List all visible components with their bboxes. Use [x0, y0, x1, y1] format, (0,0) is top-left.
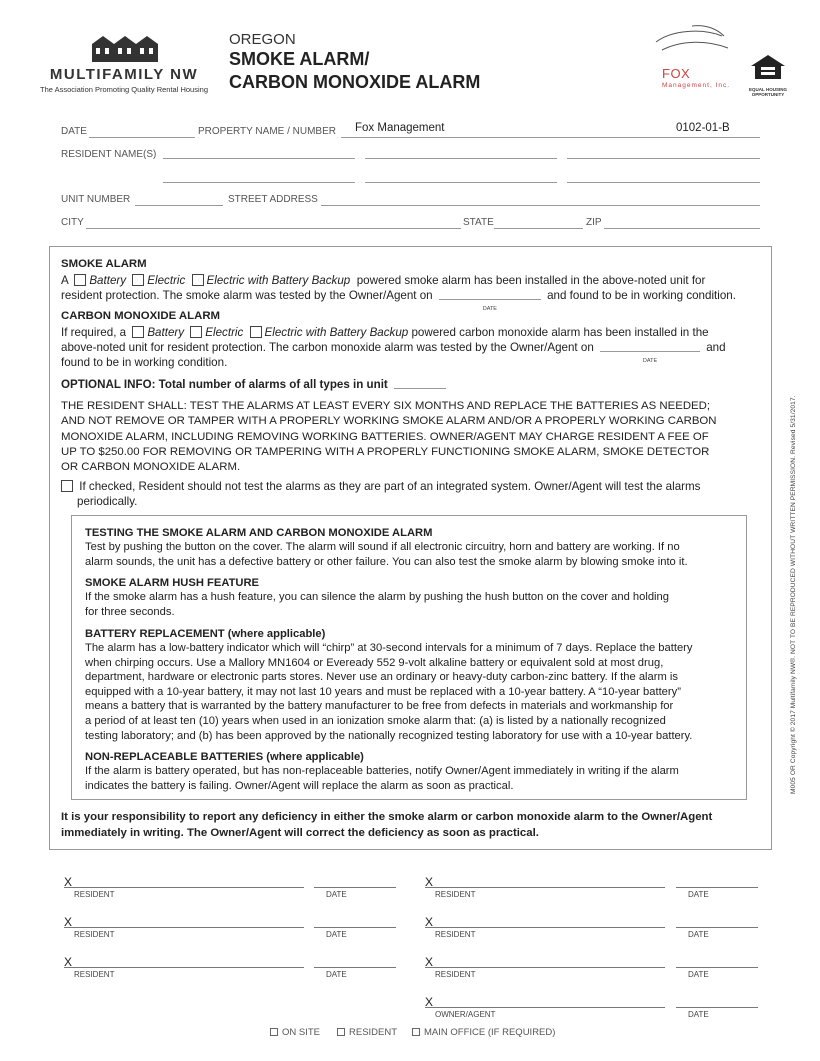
resident-name-field-2[interactable]	[365, 158, 557, 159]
signature-x: X	[64, 875, 73, 889]
battery-line: when chirping occurs. Use a Mallory MN1604 or Eveready 552 9-volt alkaline battery or equivalent sold at most drug,	[85, 656, 664, 669]
resident-signature-line-1[interactable]	[64, 887, 304, 888]
date-label: DATE	[326, 930, 347, 939]
co-electric-checkbox[interactable]	[190, 326, 202, 338]
resident-shall-line: OR CARBON MONOXIDE ALARM.	[61, 461, 241, 474]
date-label: DATE	[688, 890, 709, 899]
integrated-line1: If checked, Resident should not test the alarms as they are part of an integrated system. Owner/Agent will test the alarms	[79, 480, 701, 493]
resident-date-line-2[interactable]	[314, 927, 396, 928]
co-electric-label: Electric	[205, 326, 244, 339]
smoke-battery-label: Battery	[89, 274, 127, 287]
fox-management-logo	[652, 22, 734, 94]
co-alarm-line1	[61, 325, 761, 340]
signature-x: X	[425, 875, 434, 889]
footer-main-office[interactable]	[412, 1027, 555, 1038]
responsibility-line: immediately in writing. The Owner/Agent will correct the deficiency as soon as practical.	[61, 826, 539, 839]
battery-line: means a battery that is warranted by the battery manufacturer to be free from defects in materials and workmanship for	[85, 700, 674, 713]
co-text1: powered carbon monoxide alarm has been installed in the	[411, 326, 709, 339]
optional-info-label: OPTIONAL INFO: Total number of alarms of all types in unit	[61, 378, 388, 391]
co-alarm-heading: CARBON MONOXIDE ALARM	[61, 310, 221, 322]
battery-line: The alarm has a low-battery indicator which will “chirp” at 30-second intervals for a minimum of 7 days. Replace the battery	[85, 642, 693, 654]
optional-info-line	[61, 377, 761, 392]
nonreplaceable-text	[85, 764, 737, 793]
property-name-value: Fox Management	[355, 122, 445, 134]
nonreplaceable-heading: NON-REPLACEABLE BATTERIES (where applicable)	[85, 751, 364, 763]
fox-swoosh-icon	[652, 22, 734, 66]
alarm-count-field[interactable]	[394, 378, 446, 389]
resident-date-line-4[interactable]	[676, 887, 758, 888]
on-site-checkbox[interactable]	[270, 1028, 278, 1036]
main-office-checkbox[interactable]	[412, 1028, 420, 1036]
resident-shall-line: THE RESIDENT SHALL: TEST THE ALARMS AT LEAST EVERY SIX MONTHS AND REPLACE THE BATTERIES AS NEEDED;	[61, 400, 711, 412]
resident-label: RESIDENT	[435, 890, 476, 899]
resident-name-field-6[interactable]	[567, 182, 760, 183]
street-field[interactable]	[321, 205, 760, 206]
resident-date-line-3[interactable]	[314, 967, 396, 968]
on-site-label: ON SITE	[282, 1027, 321, 1038]
city-field[interactable]	[86, 228, 461, 229]
smoke-battery-checkbox[interactable]	[74, 274, 86, 286]
co-battery-checkbox[interactable]	[132, 326, 144, 338]
battery-text	[85, 641, 737, 743]
smoke-text2: resident protection. The smoke alarm was tested by the Owner/Agent on	[61, 289, 433, 302]
co-date-sublabel: DATE	[642, 358, 658, 364]
nonreplaceable-line: indicates the battery is failing. Owner/Agent will replace the alarm as soon as practical.	[85, 779, 514, 792]
battery-line: a period of at least ten (10) years when used in an ionization smoke alarm that: (a) is listed by a nationally recognized	[85, 714, 666, 727]
org-tagline: The Association Promoting Quality Rental Housing	[39, 85, 208, 94]
co-text3: and	[706, 341, 726, 354]
resident-signature-line-4[interactable]	[425, 887, 665, 888]
co-prefix: If required, a	[61, 326, 127, 339]
city-label: CITY	[61, 217, 84, 228]
resident-signature-line-3[interactable]	[64, 967, 304, 968]
state-field-label: STATE	[463, 217, 494, 228]
resident-name-field-3[interactable]	[567, 158, 760, 159]
testing-heading: TESTING THE SMOKE ALARM AND CARBON MONOXIDE ALARM	[85, 527, 433, 539]
signature-x: X	[425, 995, 434, 1009]
unit-label: UNIT NUMBER	[61, 194, 131, 205]
zip-field[interactable]	[604, 228, 760, 229]
smoke-alarm-line1	[61, 273, 761, 288]
smoke-backup-checkbox[interactable]	[192, 274, 204, 286]
co-backup-checkbox[interactable]	[250, 326, 262, 338]
hush-text	[85, 590, 737, 619]
signature-x: X	[425, 915, 434, 929]
footer-resident[interactable]	[337, 1027, 397, 1038]
equal-housing-icon	[746, 54, 790, 80]
date-label: DATE	[688, 930, 709, 939]
date-label: DATE	[326, 890, 347, 899]
battery-line: equipped with a 10-year battery, it may not last 10 years and must be replaced with a 10-year battery. A “10-year battery”	[85, 685, 681, 698]
co-test-date-field[interactable]	[600, 341, 700, 364]
resident-signature-line-5[interactable]	[425, 927, 665, 928]
main-office-label: MAIN OFFICE (IF REQUIRED)	[424, 1027, 556, 1038]
resident-name-field-1[interactable]	[163, 158, 355, 159]
street-label: STREET ADDRESS	[228, 194, 318, 205]
form-title-line2: CARBON MONOXIDE ALARM	[229, 72, 481, 92]
battery-line: department, hardware or electronic parts stores. Never use an ordinary or heavy-duty carbon-zinc battery. If the alarm is	[85, 671, 678, 684]
property-label: PROPERTY NAME / NUMBER	[198, 126, 336, 137]
signature-x: X	[64, 955, 73, 969]
testing-line: Test by pushing the button on the cover. The alarm will sound if all electronic circuitry, horn and battery are working. If no	[85, 541, 680, 553]
signature-x: X	[425, 955, 434, 969]
smoke-alarm-heading: SMOKE ALARM	[61, 258, 147, 270]
testing-line: alarm sounds, the unit has a defective battery or other failure. You can also test the smoke alarm by blowing smoke into it.	[85, 555, 688, 568]
integrated-system-line	[61, 479, 761, 494]
org-name: MULTIFAMILY NW	[49, 66, 199, 83]
fox-subtitle: Management, Inc.	[662, 82, 731, 89]
co-text4: found to be in working condition.	[61, 356, 228, 369]
resident-copy-label: RESIDENT	[349, 1027, 398, 1038]
state-field[interactable]	[494, 228, 583, 229]
battery-heading: BATTERY REPLACEMENT (where applicable)	[85, 628, 326, 640]
smoke-alarm-line2	[61, 288, 761, 312]
resident-names-label: RESIDENT NAME(S)	[61, 149, 157, 160]
resident-date-line-5[interactable]	[676, 927, 758, 928]
resident-name-field-5[interactable]	[365, 182, 557, 183]
resident-date-line-1[interactable]	[314, 887, 396, 888]
owner-agent-date-line[interactable]	[676, 1007, 758, 1008]
smoke-electric-label: Electric	[147, 274, 186, 287]
resident-copy-checkbox[interactable]	[337, 1028, 345, 1036]
resident-shall-block	[61, 399, 761, 475]
resident-shall-line: MONOXIDE ALARM, INCLUDING REMOVING WORKING BATTERIES. OWNER/AGENT MAY CHARGE RESIDENT A FEE OF	[61, 430, 709, 443]
owner-agent-label: OWNER/AGENT	[435, 1010, 496, 1019]
signature-x: X	[64, 915, 73, 929]
battery-line: testing laboratory; and (b) has been approved by the nationally recognized testing laboratory for use with a 10-year battery.	[85, 729, 693, 742]
date-label: DATE	[326, 970, 347, 979]
resident-label: RESIDENT	[74, 890, 115, 899]
property-field[interactable]	[341, 137, 760, 138]
responsibility-line: It is your responsibility to report any deficiency in either the smoke alarm or carbon monoxide alarm to the Owner/Agent	[61, 811, 713, 823]
integrated-system-checkbox[interactable]	[61, 480, 73, 492]
date-label: DATE	[688, 970, 709, 979]
resident-label: RESIDENT	[74, 930, 115, 939]
smoke-test-date-field[interactable]	[439, 289, 541, 312]
date-label: DATE	[688, 1010, 709, 1019]
owner-agent-signature-line[interactable]	[425, 1007, 665, 1008]
copyright-side-note: M005 OR Copyright © 2017 Multifamily NW®. NOT TO BE REPRODUCED WITHOUT WRITTEN PERMISSION. Revised 5/31/2017.	[790, 395, 797, 794]
smoke-electric-checkbox[interactable]	[132, 274, 144, 286]
hush-line: for three seconds.	[85, 605, 175, 618]
co-battery-label: Battery	[147, 326, 185, 339]
unit-field[interactable]	[135, 205, 223, 206]
date-field[interactable]	[89, 137, 195, 138]
smoke-date-sublabel: DATE	[482, 306, 497, 312]
resident-shall-line: AND NOT REMOVE OR TAMPER WITH A PROPERLY WORKING SMOKE ALARM AND/OR A PROPERLY WORKING CARBON	[61, 415, 717, 428]
smoke-backup-label: Electric with Battery Backup	[206, 274, 351, 287]
resident-label: RESIDENT	[74, 970, 115, 979]
resident-signature-line-2[interactable]	[64, 927, 304, 928]
resident-label: RESIDENT	[435, 970, 476, 979]
smoke-text3: and found to be in working condition.	[547, 289, 736, 302]
co-text2: above-noted unit for resident protection. The carbon monoxide alarm was tested by the Owner/Agent on	[61, 341, 594, 354]
houses-icon	[90, 34, 160, 62]
resident-label: RESIDENT	[435, 930, 476, 939]
resident-date-line-6[interactable]	[676, 967, 758, 968]
hush-line: If the smoke alarm has a hush feature, you can silence the alarm by pushing the hush button on the cover and holding	[85, 591, 669, 603]
testing-text	[85, 540, 737, 569]
resident-signature-line-6[interactable]	[425, 967, 665, 968]
resident-name-field-4[interactable]	[163, 182, 355, 183]
state-label: OREGON	[229, 31, 296, 48]
responsibility-notice	[61, 810, 761, 841]
fox-name: FOX	[662, 66, 691, 81]
zip-label: ZIP	[586, 217, 602, 228]
hush-heading: SMOKE ALARM HUSH FEATURE	[85, 577, 260, 589]
smoke-a: A	[61, 274, 69, 287]
smoke-text1: powered smoke alarm has been installed in the above-noted unit for	[356, 274, 706, 287]
form-title-line1: SMOKE ALARM/	[229, 49, 370, 69]
equal-housing-logo	[746, 54, 790, 97]
date-label: DATE	[61, 126, 87, 137]
property-number-value: 0102-01-B	[676, 122, 730, 134]
resident-shall-line: UP TO $250.00 FOR REMOVING OR TAMPERING WITH A PROPERLY FUNCTIONING SMOKE ALARM, SMOKE DETECTOR	[61, 445, 710, 458]
eho-label: EQUAL HOUSING OPPORTUNITY	[749, 87, 787, 97]
co-backup-label: Electric with Battery Backup	[264, 326, 409, 339]
integrated-line2: periodically.	[77, 495, 138, 508]
nonreplaceable-line: If the alarm is battery operated, but has non-replaceable batteries, notify Owner/Agent immediately in writing if the alarm	[85, 765, 679, 777]
footer-on-site[interactable]	[270, 1027, 320, 1038]
